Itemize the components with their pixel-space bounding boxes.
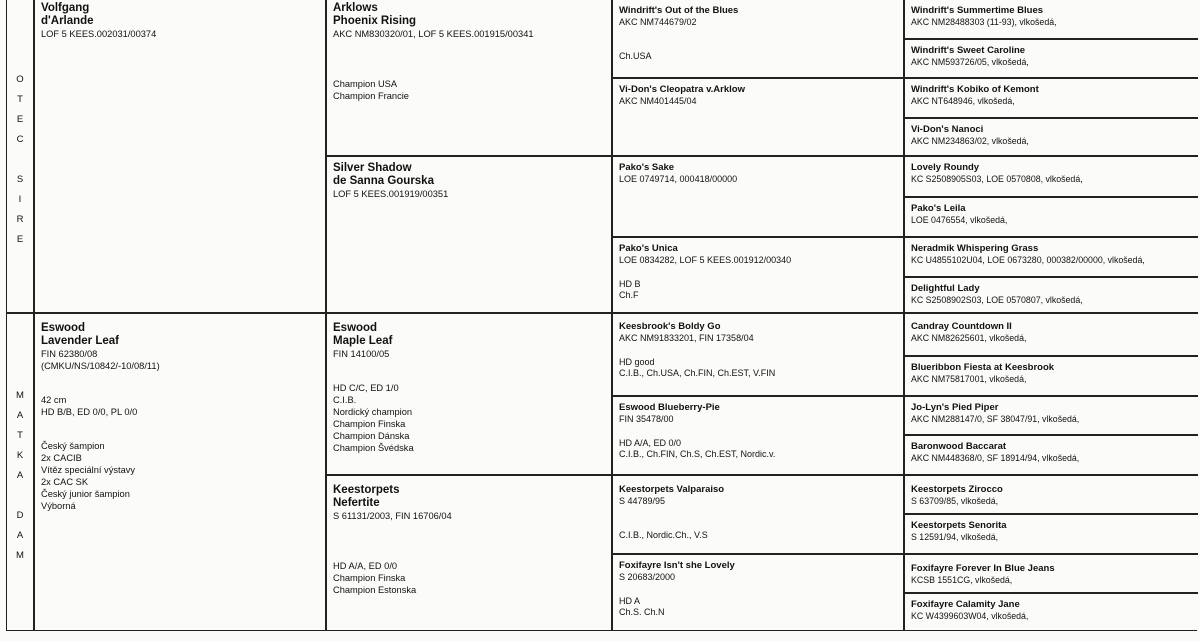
dog-name: Pako's Sake xyxy=(619,162,675,173)
dog-registration: AKC NM830320/01, LOF 5 KEES.001915/00341 xyxy=(333,29,534,39)
gen4-cell xyxy=(905,515,1198,553)
gen3-cell xyxy=(613,79,903,156)
gen3-cell xyxy=(613,157,903,236)
dog-registration: AKC NM744679/02 xyxy=(619,17,697,27)
sire-name-2: d'Arlande xyxy=(41,15,94,27)
dog-name-2: Phoenix Rising xyxy=(333,15,417,27)
dog-registration: S 20683/2000 xyxy=(619,572,676,582)
gen4-cell xyxy=(905,119,1198,155)
dog-title: C.I.B. xyxy=(333,395,357,405)
gen4-cell xyxy=(905,157,1198,196)
dog-health: HD A/A, ED 0/0 xyxy=(333,561,398,571)
gen2-cell xyxy=(327,157,611,312)
gen4-cell xyxy=(905,555,1198,592)
dog-title: Champion Švédska xyxy=(333,443,414,453)
gen3-cell xyxy=(613,238,903,312)
dam-registration-2: (CMKU/NS/10842/-10/08/11) xyxy=(41,361,160,371)
dog-title: Champion USA xyxy=(333,79,398,89)
dog-registration: AKC NM593726/05, vlkošedá, xyxy=(911,57,1029,67)
dog-health: HD A/A, ED 0/0 xyxy=(619,437,682,448)
dog-registration: S 44789/95 xyxy=(619,496,666,506)
dog-registration: FIN 35478/00 xyxy=(619,414,674,424)
dog-name: Neradmik Whispering Grass xyxy=(911,243,1039,254)
gen3-cell xyxy=(613,0,903,77)
dog-name: Lovely Roundy xyxy=(911,162,980,173)
dog-name: Eswood xyxy=(333,322,378,334)
dog-titles: C.I.B., Ch.FIN, Ch.S, Ch.EST, Nordic.v. xyxy=(619,449,776,459)
dog-name: Eswood Blueberry-Pie xyxy=(619,402,720,413)
dam-health: HD B/B, ED 0/0, PL 0/0 xyxy=(41,407,138,417)
dog-title: Champion Estonska xyxy=(333,585,417,595)
dog-name: Candray Countdown II xyxy=(911,321,1012,332)
dog-name-2: Nefertite xyxy=(333,497,380,509)
dog-name: Keestorpets Senorita xyxy=(911,520,1007,531)
dog-name: Baronwood Baccarat xyxy=(911,441,1007,452)
dog-registration: AKC NT648946, vlkošedá, xyxy=(911,96,1015,106)
dog-title: Nordický champion xyxy=(333,407,413,417)
dog-name-2: de Sanna Gourska xyxy=(333,175,434,187)
gen4-cell xyxy=(905,198,1198,236)
dam-size: 42 cm xyxy=(41,395,67,405)
gen2-cell xyxy=(327,314,611,474)
dog-name: Keestorpets Valparaiso xyxy=(619,484,725,495)
dog-name: Foxifayre Forever In Blue Jeans xyxy=(911,563,1055,574)
dog-registration: KC S2508905S03, LOE 0570808, vlkošedá, xyxy=(911,174,1083,184)
dog-title: Champion Finska xyxy=(333,573,406,583)
dam-name-2: Lavender Leaf xyxy=(41,335,119,347)
sire-side-label: O T E C S I R E xyxy=(16,74,24,245)
dam-registration: FIN 62380/08 xyxy=(41,349,98,359)
dog-registration: AKC NM448368/0, SF 18914/94, vlkošedá, xyxy=(911,453,1080,463)
dog-titles: C.I.B., Ch.USA, Ch.FIN, Ch.EST, V.FIN xyxy=(619,368,776,378)
sire-registration: LOF 5 KEES.002031/00374 xyxy=(41,29,157,39)
dog-name: Keestorpets Zirocco xyxy=(911,484,1003,495)
sire-cell xyxy=(35,0,325,312)
dog-titles: C.I.B., Nordic.Ch., V.S xyxy=(619,529,708,540)
dog-title: Champion Francie xyxy=(333,91,409,101)
dog-name: Pako's Unica xyxy=(619,243,678,254)
dam-title: 2x CACIB xyxy=(41,453,82,463)
dog-registration: LOE 0749714, 000418/00000 xyxy=(619,174,738,184)
dog-name: Foxifayre Isn't she Lovely xyxy=(619,560,735,571)
dog-registration: S 63709/85, vlkošedá, xyxy=(911,496,999,506)
dog-registration: AKC NM234863/02, vlkošedá, xyxy=(911,136,1029,146)
gen4-cell xyxy=(905,0,1198,38)
dam-title: Český šampion xyxy=(41,441,105,451)
dog-registration: S 12591/94, vlkošedá, xyxy=(911,532,999,542)
gen4-cell xyxy=(905,436,1198,474)
dog-registration: FIN 14100/05 xyxy=(333,349,390,359)
dog-registration: AKC NM75817001, vlkošedá, xyxy=(911,374,1027,384)
dam-name: Eswood xyxy=(41,322,86,334)
dog-registration: LOE 0834282, LOF 5 KEES.001912/00340 xyxy=(619,255,792,265)
dog-registration: AKC NM82625601, vlkošedá, xyxy=(911,333,1027,343)
dog-name: Blueribbon Fiesta at Keesbrook xyxy=(911,362,1055,373)
dog-health: HD good xyxy=(619,356,655,367)
dog-name: Arklows xyxy=(333,2,378,14)
gen4-cell xyxy=(905,314,1198,355)
sire-name: Volfgang xyxy=(41,2,90,14)
dog-registration: LOE 0476554, vlkošedá, xyxy=(911,215,1008,225)
dog-titles: Ch.S. Ch.N xyxy=(619,607,665,617)
gen4-cell xyxy=(905,397,1198,434)
gen4-cell xyxy=(905,79,1198,117)
dog-name: Jo-Lyn's Pied Piper xyxy=(911,402,999,413)
dog-registration: AKC NM28488303 (11-93), vlkošedá, xyxy=(911,17,1057,27)
dam-title: 2x CAC SK xyxy=(41,477,89,487)
dog-health: HD B xyxy=(619,278,641,289)
dam-side-label: M A T K A D A M xyxy=(16,390,24,561)
dam-title: Výborná xyxy=(41,501,76,511)
gen2-cell xyxy=(327,0,611,155)
dog-name: Keestorpets xyxy=(333,484,400,496)
gen3-cell xyxy=(613,476,903,553)
gen4-cell xyxy=(905,594,1198,631)
dog-registration: AKC NM288147/0, SF 38047/91, vlkošedá, xyxy=(911,414,1080,424)
dog-name: Pako's Leila xyxy=(911,203,966,214)
dog-name: Delightful Lady xyxy=(911,283,980,294)
gen3-cell xyxy=(613,397,903,474)
dog-name: Windrift's Summertime Blues xyxy=(911,5,1044,16)
dog-title: Champion Finska xyxy=(333,419,406,429)
dog-name: Keesbrook's Boldy Go xyxy=(619,321,721,332)
gen4-cell xyxy=(905,40,1198,77)
pedigree-chart xyxy=(6,0,1197,631)
dog-titles: Ch.USA xyxy=(619,50,652,61)
dam-title: Vítěz speciální výstavy xyxy=(41,465,136,475)
dog-registration: LOF 5 KEES.001919/00351 xyxy=(333,189,449,199)
dog-name: Foxifayre Calamity Jane xyxy=(911,599,1020,610)
dog-name-2: Maple Leaf xyxy=(333,335,393,347)
gen3-cell xyxy=(613,555,903,631)
dog-titles: Ch.F xyxy=(619,290,639,300)
dam-cell xyxy=(35,314,325,631)
dog-name: Windrift's Kobiko of Kemont xyxy=(911,84,1039,95)
dog-name: Silver Shadow xyxy=(333,162,412,174)
dog-registration: AKC NM401445/04 xyxy=(619,96,697,106)
gen4-cell xyxy=(905,476,1198,513)
dog-title: Champion Dánska xyxy=(333,431,410,441)
dog-registration: KCSB 1551CG, vlkošedá, xyxy=(911,575,1013,585)
dog-registration: AKC NM91833201, FIN 17358/04 xyxy=(619,333,754,343)
dog-health: HD C/C, ED 1/0 xyxy=(333,383,399,393)
dog-name: Windrift's Out of the Blues xyxy=(619,5,739,16)
dog-registration: KC S2508902S03, LOE 0570807, vlkošedá, xyxy=(911,295,1083,305)
dog-registration: S 61131/2003, FIN 16706/04 xyxy=(333,511,452,521)
dog-registration: KC U4855102U04, LOE 0673280, 000382/00000, vlkošedá, xyxy=(911,255,1145,265)
dog-health: HD A xyxy=(619,595,641,606)
gen4-cell xyxy=(905,238,1198,276)
dam-title: Český junior šampion xyxy=(41,489,130,499)
dog-name: Windrift's Sweet Caroline xyxy=(911,45,1026,56)
gen4-cell xyxy=(905,278,1198,312)
dog-name: Vi-Don's Cleopatra v.Arklow xyxy=(619,84,745,95)
gen2-cell xyxy=(327,476,611,631)
dog-registration: KC W4399603W04, vlkošedá, xyxy=(911,611,1029,621)
dog-name: Vi-Don's Nanoci xyxy=(911,124,984,135)
gen3-cell xyxy=(613,314,903,395)
gen4-cell xyxy=(905,357,1198,395)
